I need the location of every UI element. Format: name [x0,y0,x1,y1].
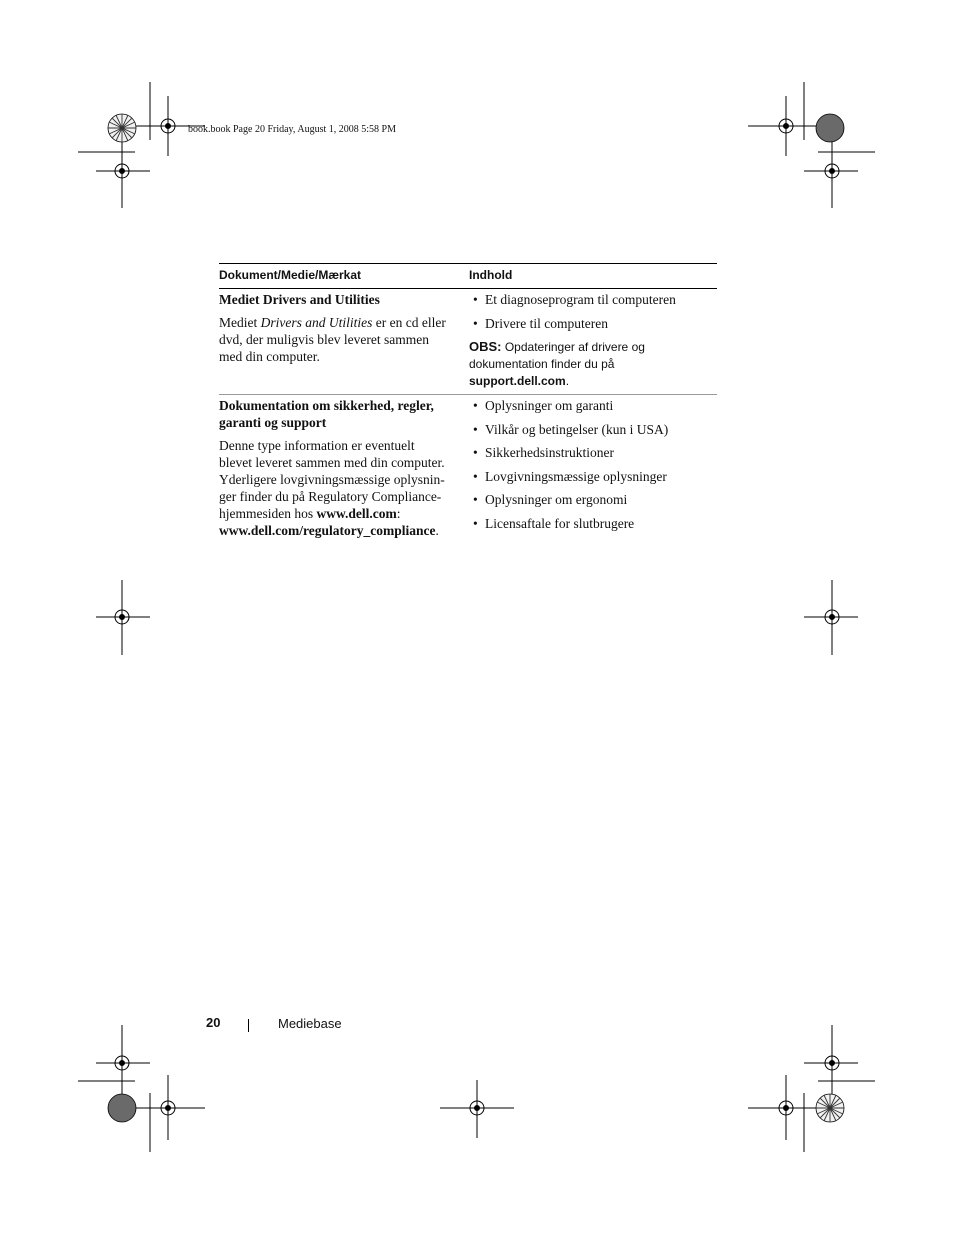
row-1-desc-line3: med din computer. [219,349,320,364]
regulatory-compliance-link[interactable]: www.dell.com/regulatory_compliance [219,523,436,538]
row-2-desc-line2: blevet leveret sammen med din computer. [219,455,445,470]
support-link[interactable]: support.dell.com [469,374,566,388]
table-row-1-document [219,291,464,365]
note-end: . [565,374,570,388]
dell-link[interactable]: www.dell.com [316,506,397,521]
footer-separator [248,1019,249,1032]
row-2-title-line2: garanti og support [219,415,327,430]
row-1-bullet-list [469,291,717,332]
note-line2: dokumentation finder du på [469,357,615,371]
row-2-desc-line4: ger finder du på Regulatory Compliance- [219,489,442,504]
row-2-desc-colon: : [396,506,401,521]
row-1-description [219,314,464,365]
list-item: • Oplysninger om ergonomi [469,491,717,508]
table-row-2-contents [469,397,717,538]
column-header-contents: Indhold [469,268,513,282]
list-item: • Drivere til computeren [469,315,717,332]
row-1-title: Mediet Drivers and Utilities [219,292,380,307]
list-item: • Licensaftale for slutbrugere [469,515,717,532]
row-1-desc-before: Mediet [219,315,261,330]
row-1-desc-line2: dvd, der muligvis blev leveret sammen [219,332,429,347]
table-header-rule [219,288,717,289]
column-header-document: Dokument/Medie/Mærkat [219,268,362,282]
sunburst-mark-icon [108,114,844,1122]
row-2-description [219,437,464,539]
row-1-desc-italic: Drivers and Utilities [260,315,373,330]
row-2-desc-line3: Yderligere lovgivningsmæssige oplysnin- [219,472,445,487]
list-item: • Et diagnoseprogram til computeren [469,291,717,308]
list-item: • Vilkår og betingelser (kun i USA) [469,421,717,438]
list-item: • Sikkerhedsinstruktioner [469,444,717,461]
table-top-rule [219,263,717,264]
note-label: OBS: [469,339,502,354]
running-head: book.book Page 20 Friday, August 1, 2008 5:58 PM [188,124,396,135]
table-row-2-document [219,397,464,539]
row-2-title [219,397,464,431]
table-row-divider [219,394,717,395]
note-line1: Opdateringer af drivere og [501,340,645,354]
row-2-bullet-list [469,397,717,532]
row-1-note [469,338,717,390]
row-2-desc-end: . [435,523,439,538]
page-number: 20 [206,1015,221,1030]
row-1-desc-after: er en cd eller [372,315,446,330]
row-2-desc-line5: hjemmesiden hos [219,506,317,521]
list-item: • Lovgivningsmæssige oplysninger [469,468,717,485]
section-title: Mediebase [278,1016,342,1031]
table-row-1-contents [469,291,717,390]
list-item: • Oplysninger om garanti [469,397,717,414]
row-2-desc-line1: Denne type information er eventuelt [219,438,415,453]
row-2-title-line1: Dokumentation om sikkerhed, regler, [219,398,434,413]
